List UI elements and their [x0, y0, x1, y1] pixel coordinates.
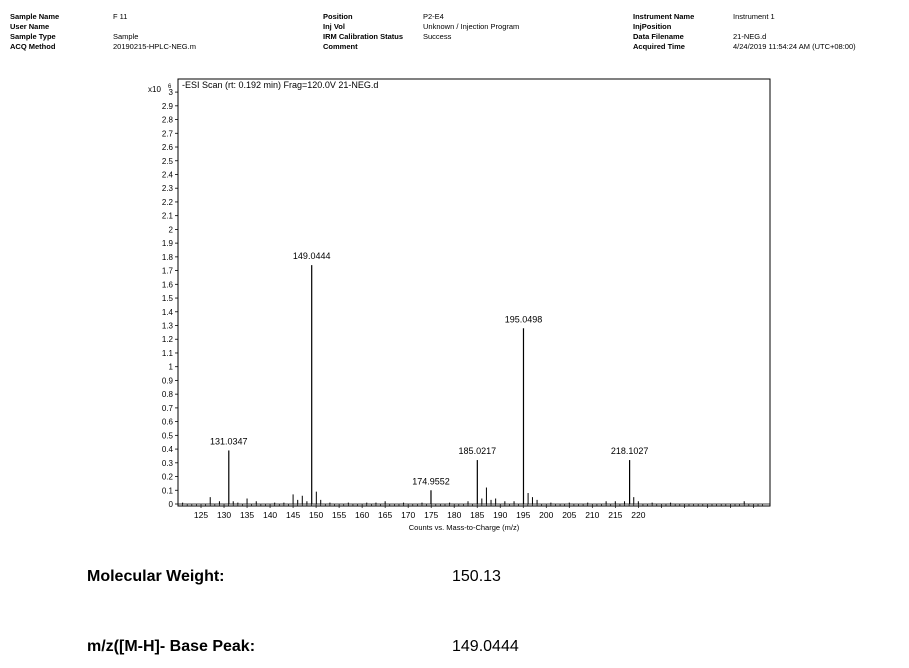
plot-frame	[178, 79, 770, 506]
x-tick-label: 220	[631, 510, 646, 520]
meta-value: F 11	[113, 12, 128, 21]
y-tick-label: 0.6	[161, 417, 173, 427]
meta-label: Position	[323, 12, 353, 21]
x-tick-label: 195	[516, 510, 531, 520]
x-tick-label: 140	[262, 510, 278, 520]
meta-label: InjPosition	[633, 22, 672, 31]
y-tick-label: 0.5	[161, 431, 173, 441]
meta-value: Success	[423, 32, 452, 41]
molecular-weight-label: Molecular Weight:	[87, 568, 225, 585]
meta-label: IRM Calibration Status	[323, 32, 404, 41]
molecular-weight-value: 150.13	[452, 568, 501, 585]
x-tick-label: 200	[539, 510, 554, 520]
y-axis	[162, 88, 178, 509]
x-tick-label: 125	[193, 510, 209, 520]
y-tick-label: 2.7	[161, 129, 173, 139]
base-peak-label: m/z([M-H]- Base Peak:	[87, 638, 256, 655]
y-tick-label: 0.1	[161, 486, 173, 496]
x-tick-label: 165	[378, 510, 393, 520]
peak-labels	[210, 251, 648, 486]
y-tick-label: 2.4	[161, 170, 173, 180]
y-tick-label: 1.5	[161, 294, 173, 304]
meta-value: 20190215-HPLC-NEG.m	[113, 42, 196, 51]
x-tick-label: 135	[239, 510, 255, 520]
meta-label: Sample Name	[10, 12, 60, 21]
meta-value: 4/24/2019 11:54:24 AM (UTC+08:00)	[733, 42, 856, 51]
base-peak-value: 149.0444	[452, 638, 519, 655]
peaks	[183, 265, 745, 504]
y-tick-label: 0.2	[161, 472, 173, 482]
y-tick-label: 0.9	[161, 376, 173, 386]
y-tick-label: 2.1	[161, 211, 173, 221]
meta-label: ACQ Method	[10, 42, 56, 51]
meta-label: User Name	[10, 22, 50, 31]
peak-label: 174.9552	[412, 476, 450, 487]
y-tick-label: 2.8	[161, 115, 173, 125]
y-tick-label: 0.4	[161, 445, 173, 455]
y-tick-label: 1	[168, 362, 173, 372]
x-tick-label: 170	[401, 510, 416, 520]
x-axis-label: Counts vs. Mass-to-Charge (m/z)	[408, 523, 520, 532]
y-tick-label: 0	[168, 500, 173, 509]
y-tick-label: 1.2	[161, 335, 173, 345]
y-tick-label: 2.6	[161, 143, 173, 153]
y-tick-label: 2.9	[161, 101, 173, 111]
x-tick-label: 150	[309, 510, 324, 520]
y-tick-label: 0.3	[161, 458, 173, 468]
y-tick-label: 2.2	[161, 197, 173, 207]
x-tick-label: 130	[216, 510, 232, 520]
meta-label: Inj Vol	[323, 22, 345, 31]
x-tick-label: 190	[493, 510, 508, 520]
y-tick-label: 1.4	[161, 307, 173, 317]
y-multiplier-label: x10	[148, 85, 161, 94]
peak-label: 149.0444	[292, 251, 331, 262]
meta-value: P2-E4	[423, 12, 444, 21]
x-tick-label: 185	[470, 510, 485, 520]
peak-label: 185.0217	[458, 446, 497, 457]
y-tick-label: 1.1	[161, 348, 173, 358]
x-tick-label: 145	[285, 510, 301, 520]
meta-label: Acquired Time	[633, 42, 685, 51]
y-tick-label: 1.9	[161, 239, 173, 249]
y-tick-label: 1.6	[161, 280, 173, 290]
meta-value: Instrument 1	[733, 12, 775, 21]
x-tick-label: 175	[424, 510, 439, 520]
chart-title: -ESI Scan (rt: 0.192 min) Frag=120.0V 21-NEG.d	[182, 80, 379, 90]
y-tick-label: 0.8	[161, 390, 173, 400]
y-tick-label: 0.7	[161, 403, 173, 413]
y-tick-label: 1.8	[161, 252, 173, 262]
x-tick-label: 155	[332, 510, 347, 520]
x-tick-label: 180	[447, 510, 462, 520]
x-tick-label: 160	[355, 510, 370, 520]
y-tick-label: 1.7	[161, 266, 173, 276]
peak-label: 131.0347	[210, 436, 248, 447]
x-tick-label: 205	[562, 510, 577, 520]
y-multiplier-exponent: 6	[168, 84, 172, 90]
meta-label: Comment	[323, 42, 358, 51]
y-tick-label: 1.3	[161, 321, 173, 331]
peak-label: 218.1027	[610, 446, 649, 457]
y-tick-label: 2.5	[161, 156, 173, 166]
peak-label: 195.0498	[504, 314, 543, 325]
y-tick-label: 2.3	[161, 184, 173, 194]
y-tick-label: 2	[168, 225, 173, 235]
meta-value: Sample	[113, 32, 139, 41]
meta-label: Instrument Name	[633, 12, 695, 21]
x-tick-label: 210	[585, 510, 600, 520]
meta-value: Unknown / Injection Program	[423, 22, 520, 31]
x-tick-label: 215	[608, 510, 623, 520]
meta-label: Data Filename	[633, 32, 684, 41]
meta-label: Sample Type	[10, 32, 56, 41]
y-tick-label: 3	[168, 88, 173, 98]
meta-value: 21-NEG.d	[733, 32, 767, 41]
